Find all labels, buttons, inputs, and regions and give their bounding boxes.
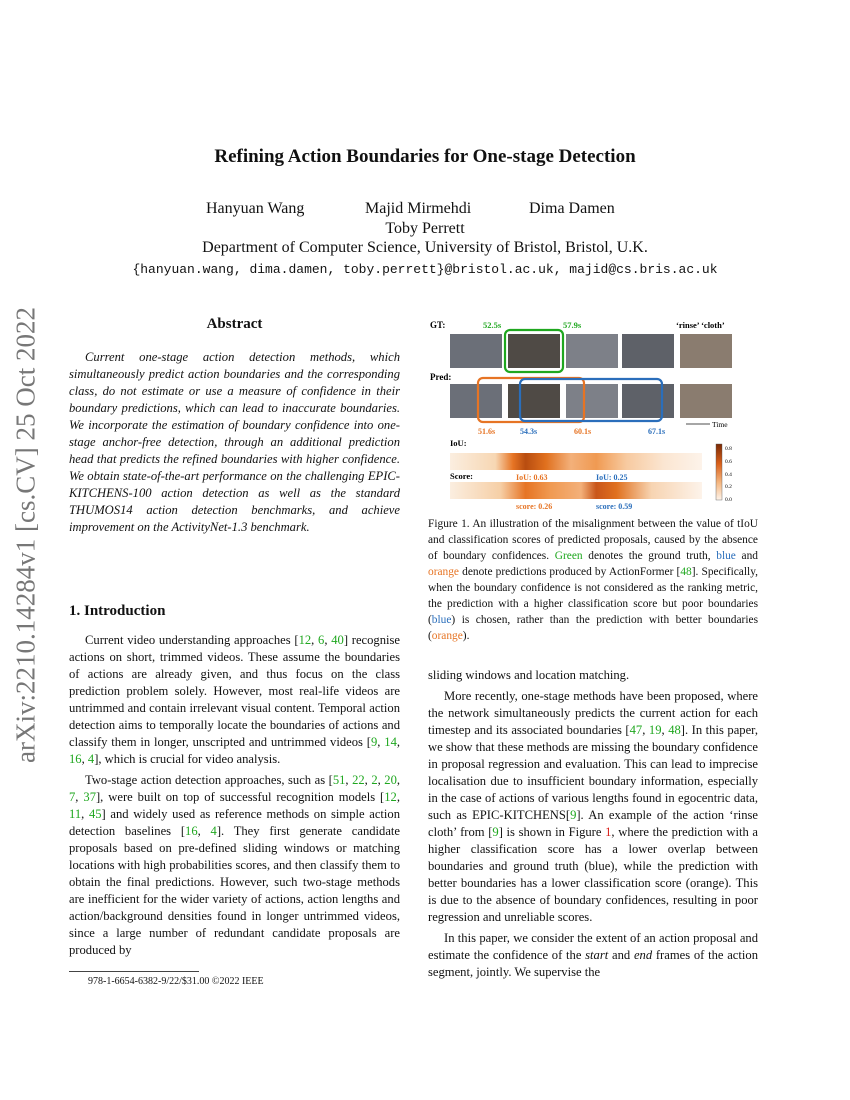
- author-emails: {hanyuan.wang, dima.damen, toby.perrett}@bristol.ac.uk, majid@cs.bris.ac.uk: [132, 262, 718, 277]
- citation[interactable]: 45: [88, 807, 102, 821]
- citation[interactable]: 1: [605, 825, 612, 839]
- text-run: ,: [345, 773, 353, 787]
- text-run: ] and widely used as reference methods on simple action detection baselines [: [69, 807, 401, 838]
- citation[interactable]: 22: [352, 773, 365, 787]
- citation[interactable]: 7: [69, 790, 76, 804]
- author-2: Majid Mirmehdi: [365, 200, 472, 217]
- citation[interactable]: 20: [384, 773, 397, 787]
- iou-label: IoU:: [450, 438, 467, 448]
- citation[interactable]: 12: [384, 790, 397, 804]
- right-paragraph-0: [428, 667, 758, 684]
- text-run: ) is chosen, rather than the prediction with better boundaries (: [428, 614, 758, 642]
- right-paragraph-1: [428, 688, 758, 926]
- text-run: ,: [324, 633, 332, 647]
- pred-label: Pred:: [430, 372, 452, 382]
- citation[interactable]: 37: [83, 790, 96, 804]
- text-run: ]. They first generate candidate proposals based on pre-defined sliding windows or matching locations with high probabilities scores, and then classify them to obtain the final predictions. However, such two-stage methods are inefficient for the wider variety of actions, action lengths and action/background densities found in longer untrimmed videos, since a large number of redundant candidate proposals are produced by: [69, 824, 401, 957]
- citation[interactable]: 4: [210, 824, 217, 838]
- colorbar-tick: 0.4: [725, 472, 732, 478]
- score-blue: score: 0.59: [596, 502, 633, 511]
- figure-1-caption: [428, 516, 758, 644]
- author-3: Dima Damen: [529, 200, 615, 217]
- colorbar-tick: 0.0: [725, 497, 732, 503]
- text-run: ,: [661, 723, 669, 737]
- citation[interactable]: 4: [87, 752, 95, 766]
- text-run: ).: [462, 630, 470, 642]
- score-label: Score:: [450, 471, 473, 481]
- text-run: ,: [197, 824, 211, 838]
- gt-label: GT:: [430, 320, 446, 330]
- text-run: ,: [75, 790, 84, 804]
- text-run: Two-stage action detection approaches, such as [: [85, 773, 333, 787]
- citation[interactable]: 2: [371, 773, 378, 787]
- text-run: start: [585, 948, 609, 962]
- citation[interactable]: 14: [384, 735, 397, 749]
- citation[interactable]: 12: [298, 633, 312, 647]
- citation[interactable]: 6: [318, 633, 325, 647]
- author-4: Toby Perrett: [385, 220, 465, 237]
- citation[interactable]: 40: [331, 633, 344, 647]
- pred-frames: [450, 384, 732, 418]
- text-run: ,: [396, 773, 401, 787]
- intro-paragraph-1: [69, 632, 400, 768]
- abstract-text: Current one-stage action detection methods, which simultaneously predict action boundaries and the corresponding class, do not estimate or use a measure of confidence in their boundary predictions, which can lead to inaccurate boundaries. We incorporate the estimation of boundary confidence into one-stage anchor-free detection, through an additional prediction head that predicts the refined boundaries with higher confidence. We obtain state-of-the-art performance on the challenging EPIC-KITCHENS-100 action detection as well as the standard THUMOS14 action detection benchmarks, and achieve improvement on the ActivityNet-1.3 benchmark.: [69, 350, 400, 534]
- text-run: ]. An example of the action ‘rinse cloth’ from [: [428, 808, 758, 839]
- citation[interactable]: 11: [69, 807, 82, 821]
- iou-blue: IoU: 0.25: [596, 473, 628, 482]
- citation[interactable]: 9: [570, 808, 577, 822]
- text-run: ] recognise actions on short, trimmed videos. These assume the boundaries of actions are already given, and thus focus on the class prediction problem solely. However, most real-life videos are untrimmed and contain irrelevant visual content. Temporal action detection aims to temporally locate the boundaries of actions and classify them in longer, unscripted and untrimmed videos [: [69, 633, 401, 749]
- time-label: Time: [712, 420, 728, 429]
- text-run: and: [608, 948, 634, 962]
- text-run: More recently, one-stage methods have been proposed, where the network simultaneously predicts the current action for each timestep and its associated boundaries [: [428, 689, 758, 737]
- text-run: denote predictions produced by ActionFormer [: [459, 566, 681, 578]
- text-run: ] is shown in Figure: [498, 825, 606, 839]
- text-run: sliding windows and location matching.: [428, 668, 630, 682]
- text-run: and: [735, 550, 758, 562]
- intro-paragraph-2: [69, 772, 400, 959]
- text-run: ]. Specifically, when the boundary confidence is not considered as the ranking metric, the prediction with a higher classification score but poor boundaries (: [428, 566, 758, 626]
- text-run: ,: [377, 735, 385, 749]
- text-run: orange: [431, 630, 463, 642]
- gt-end-time: 57.9s: [563, 320, 582, 330]
- text-run: ,: [396, 735, 401, 749]
- text-run: ,: [311, 633, 319, 647]
- abstract-heading: Abstract: [206, 316, 263, 332]
- text-run: blue: [431, 614, 452, 626]
- text-run: ,: [364, 773, 372, 787]
- affiliation: Department of Computer Science, University of Bristol, Bristol, U.K.: [202, 239, 648, 256]
- colorbar-tick: 0.6: [725, 459, 732, 465]
- right-paragraph-2: [428, 930, 758, 981]
- text-run: Figure 1. An illustration of the misalignment between the value of tIoU and classification scores of predicted proposals, caused by the absence of boundary confidences.: [428, 518, 758, 562]
- colorbar-tick: 0.2: [725, 484, 732, 490]
- text-run: In this paper, we consider the extent of an action proposal and estimate the confidence of the: [428, 931, 758, 962]
- paper-title: Refining Action Boundaries for One-stage Detection: [214, 146, 636, 167]
- gt-frames: [450, 334, 732, 368]
- score-orange: score: 0.26: [516, 502, 553, 511]
- citation[interactable]: 47: [629, 723, 643, 737]
- iou-heatmap: [450, 453, 702, 470]
- iou-orange: IoU: 0.63: [516, 473, 548, 482]
- text-run: frames of the action segment, jointly. We supervise the: [428, 948, 758, 979]
- text-run: ]. In this paper, we show that these methods are missing the boundary confidence in proposal regression and evaluation. This can lead to imprecise localisation due to insufficient boundary information, especially in the case of actions of various lengths found in egocentric data, such as EPIC-KITCHENS[: [428, 723, 759, 822]
- gt-start-time: 52.5s: [483, 320, 502, 330]
- text-run: ,: [396, 790, 400, 804]
- text-run: end: [633, 948, 653, 962]
- footnote-rule: [69, 971, 199, 972]
- orange-start-time: 51.6s: [478, 427, 496, 436]
- figure-1: [428, 316, 758, 516]
- citation[interactable]: 51: [332, 773, 346, 787]
- author-1: Hanyuan Wang: [206, 200, 305, 217]
- citation[interactable]: 16: [185, 824, 198, 838]
- colorbar-tick: 0.8: [725, 446, 732, 452]
- citation[interactable]: 9: [492, 825, 499, 839]
- intro-heading: 1. Introduction: [69, 603, 166, 619]
- intro-body: [69, 632, 400, 959]
- text-run: Green: [554, 550, 583, 562]
- citation[interactable]: 19: [648, 723, 662, 737]
- text-run: ], were built on top of successful recognition models [: [95, 790, 385, 804]
- citation[interactable]: 9: [370, 735, 378, 749]
- citation[interactable]: 16: [69, 752, 82, 766]
- blue-end-time: 67.1s: [648, 427, 666, 436]
- class-label: ‘rinse’ ‘cloth’: [676, 320, 725, 330]
- citation[interactable]: 48: [680, 566, 692, 578]
- right-column-body: [428, 667, 758, 981]
- blue-start-time: 54.3s: [520, 427, 538, 436]
- abstract-body: [69, 349, 400, 536]
- text-run: ,: [377, 773, 385, 787]
- score-heatmap: [450, 482, 702, 499]
- citation[interactable]: 48: [668, 723, 681, 737]
- text-run: ,: [81, 752, 88, 766]
- copyright-footnote: 978-1-6654-6382-9/22/$31.00 ©2022 IEEE: [88, 976, 264, 987]
- arxiv-sidebar: arXiv:2210.14284v1 [cs.CV] 25 Oct 2022: [10, 307, 41, 763]
- colorbar: [716, 444, 722, 500]
- text-run: Current video understanding approaches [: [85, 633, 299, 647]
- text-run: denotes the ground truth,: [582, 550, 717, 562]
- orange-end-time: 60.1s: [574, 427, 592, 436]
- text-run: blue: [716, 550, 736, 562]
- text-run: ], which is crucial for video analysis.: [94, 752, 281, 766]
- text-run: ,: [642, 723, 649, 737]
- text-run: ,: [81, 807, 89, 821]
- text-run: orange: [428, 566, 459, 578]
- text-run: , where the prediction with a higher classification score has a lower overlap between boundaries and ground truth (blue), while the prediction with better boundaries has a lower classification score (orange). This is due to the absence of boundary confidences, resulting in poor regression and unreliable scores.: [428, 825, 758, 924]
